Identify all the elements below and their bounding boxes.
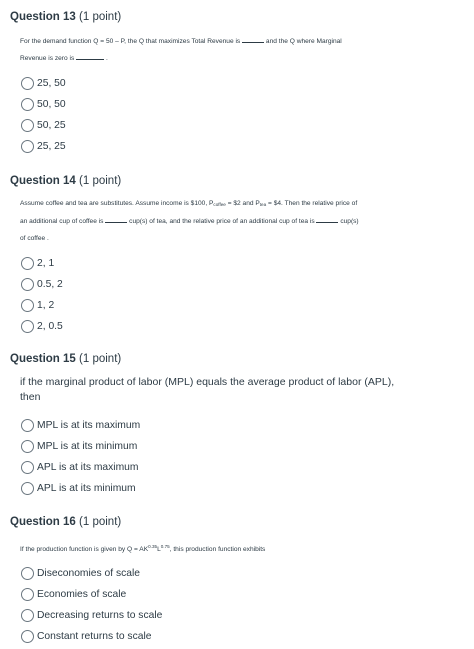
q15-options <box>21 415 140 499</box>
answer-option[interactable] <box>21 626 162 647</box>
radio-button[interactable] <box>21 77 34 90</box>
q13-options <box>21 73 66 157</box>
option-label[interactable]: 0.5, 2 <box>37 279 63 290</box>
answer-option[interactable] <box>21 584 162 605</box>
question-title: Question 14 <box>10 175 76 187</box>
question-text: cup(s) of tea, and the relative price of an additional cup of tea is <box>129 218 315 225</box>
radio-button[interactable] <box>21 320 34 333</box>
radio-button[interactable] <box>21 482 34 495</box>
radio-button[interactable] <box>21 440 34 453</box>
option-label[interactable]: 50, 25 <box>37 120 66 131</box>
option-label[interactable]: 2, 1 <box>37 258 55 269</box>
option-label[interactable]: Constant returns to scale <box>37 631 152 642</box>
answer-option[interactable] <box>21 316 63 337</box>
question-text: if the marginal product of labor (MPL) equals the average product of labor (APL), <box>20 376 395 388</box>
question-text: . <box>105 55 108 62</box>
question-text: Assume coffee and tea are substitutes. Assume income is $100, P <box>20 200 214 207</box>
answer-option[interactable] <box>21 295 63 316</box>
radio-button[interactable] <box>21 278 34 291</box>
question-text: then <box>20 391 41 403</box>
question-points: (1 point) <box>79 516 122 528</box>
question-title: Question 13 <box>10 11 76 23</box>
option-label[interactable]: APL is at its maximum <box>37 462 139 473</box>
question-header <box>10 353 465 365</box>
answer-option[interactable] <box>21 73 66 94</box>
question-13-text <box>10 33 465 67</box>
superscript: 0.35 <box>148 544 158 549</box>
answer-option[interactable] <box>21 274 63 295</box>
radio-button[interactable] <box>21 609 34 622</box>
question-header <box>10 516 465 528</box>
option-label[interactable]: 50, 50 <box>37 99 66 110</box>
option-label[interactable]: Economies of scale <box>37 589 127 600</box>
question-text: and the Q where Marginal <box>265 38 342 45</box>
question-text: , this production function exhibits <box>169 546 266 553</box>
superscript: 0.75 <box>160 544 170 549</box>
answer-blank <box>105 216 127 223</box>
question-points: (1 point) <box>79 11 122 23</box>
question-text: If the production function is given by Q = AK <box>20 546 149 553</box>
question-15 <box>10 353 465 365</box>
answer-option[interactable] <box>21 253 63 274</box>
question-14-text <box>10 195 465 247</box>
radio-button[interactable] <box>21 630 34 643</box>
question-13 <box>10 11 465 23</box>
answer-option[interactable] <box>21 415 140 436</box>
question-text: cup(s) <box>340 218 359 225</box>
question-16 <box>10 516 465 528</box>
q16-options <box>21 563 162 647</box>
question-14 <box>10 175 465 187</box>
answer-option[interactable] <box>21 115 66 136</box>
question-text: an additional cup of coffee is <box>20 218 104 225</box>
radio-button[interactable] <box>21 299 34 312</box>
option-label[interactable]: Diseconomies of scale <box>37 568 141 579</box>
option-label[interactable]: 25, 25 <box>37 141 66 152</box>
answer-option[interactable] <box>21 94 66 115</box>
option-label[interactable]: 2, 0.5 <box>37 321 63 332</box>
question-header <box>10 175 465 187</box>
option-label[interactable]: MPL is at its minimum <box>37 441 138 452</box>
question-header <box>10 11 465 23</box>
answer-option[interactable] <box>21 478 140 499</box>
radio-button[interactable] <box>21 257 34 270</box>
question-points: (1 point) <box>79 175 122 187</box>
q14-options <box>21 253 63 337</box>
radio-button[interactable] <box>21 419 34 432</box>
question-points: (1 point) <box>79 353 122 365</box>
answer-option[interactable] <box>21 436 140 457</box>
subscript: tea <box>259 202 267 207</box>
answer-option[interactable] <box>21 605 162 626</box>
option-label[interactable]: 1, 2 <box>37 300 55 311</box>
question-text: Revenue is zero is <box>20 55 75 62</box>
subscript: coffee <box>213 202 226 207</box>
answer-blank <box>316 216 338 223</box>
answer-option[interactable] <box>21 563 162 584</box>
answer-blank <box>242 36 264 43</box>
question-15-text <box>10 375 465 405</box>
radio-button[interactable] <box>21 567 34 580</box>
question-title: Question 16 <box>10 516 76 528</box>
answer-option[interactable] <box>21 457 140 478</box>
question-text: L <box>157 546 161 553</box>
radio-button[interactable] <box>21 119 34 132</box>
option-label[interactable]: APL is at its minimum <box>37 483 136 494</box>
option-label[interactable]: 25, 50 <box>37 78 66 89</box>
radio-button[interactable] <box>21 588 34 601</box>
question-text: = $2 and P <box>227 200 260 207</box>
radio-button[interactable] <box>21 98 34 111</box>
answer-option[interactable] <box>21 136 66 157</box>
question-text: of coffee . <box>20 235 49 242</box>
radio-button[interactable] <box>21 140 34 153</box>
radio-button[interactable] <box>21 461 34 474</box>
question-title: Question 15 <box>10 353 76 365</box>
option-label[interactable]: Decreasing returns to scale <box>37 610 163 621</box>
question-text: For the demand function Q = 50 – P, the Q that maximizes Total Revenue is <box>20 38 241 45</box>
question-text: = $4. Then the relative price of <box>268 200 358 207</box>
answer-blank <box>76 53 104 60</box>
question-16-text <box>10 538 465 558</box>
option-label[interactable]: MPL is at its maximum <box>37 420 141 431</box>
